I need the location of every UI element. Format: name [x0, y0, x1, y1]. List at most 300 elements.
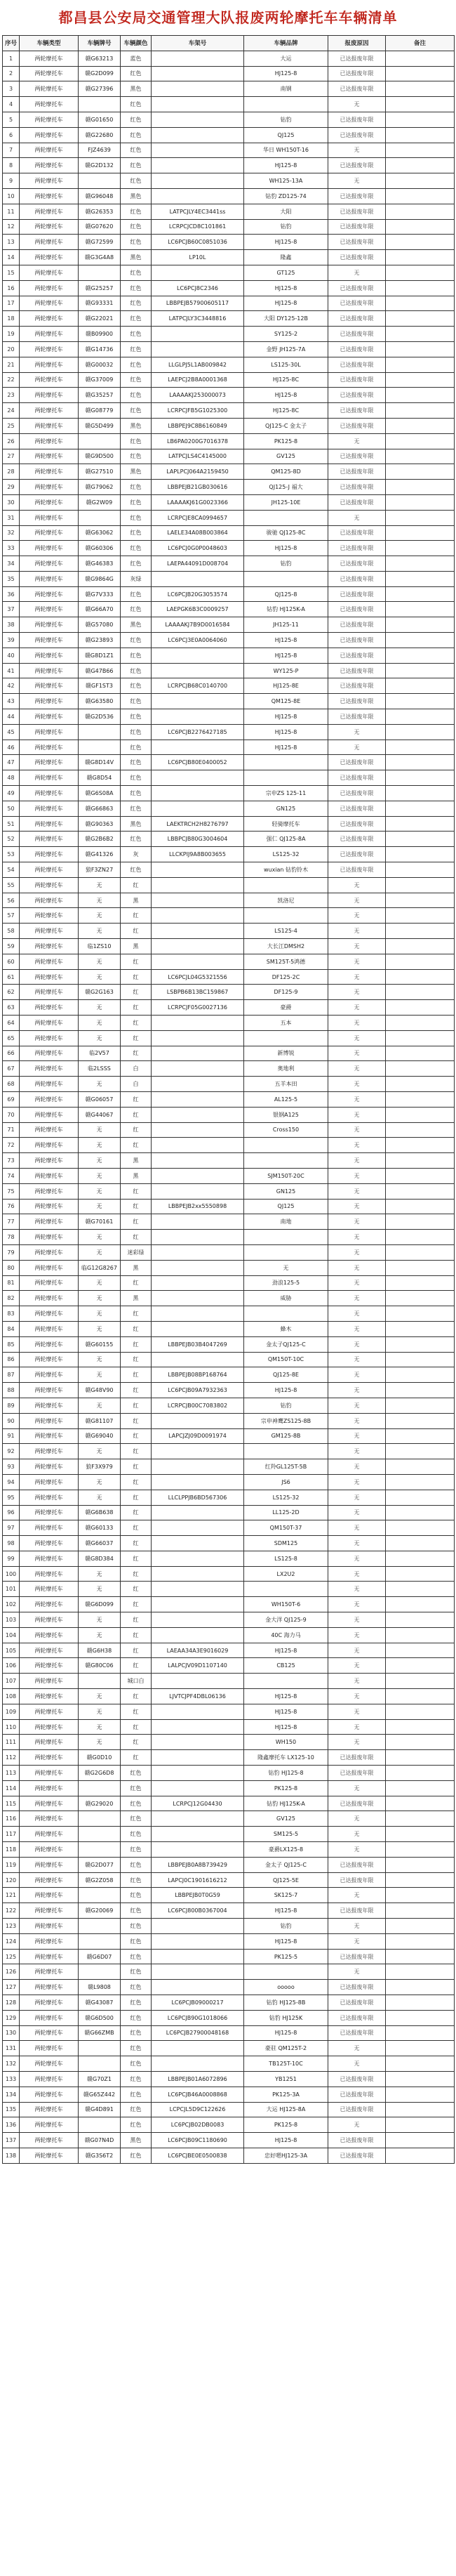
frame-number-cell — [152, 1551, 244, 1566]
vehicle-color-cell: 红色 — [121, 2148, 152, 2163]
plate-number-cell: 无 — [79, 1704, 121, 1719]
vehicle-color-cell: 黑色 — [121, 188, 152, 204]
row-number-cell: 84 — [3, 1321, 20, 1336]
scrap-reason-cell: 无 — [328, 1643, 386, 1658]
vehicle-color-cell: 红 — [121, 1321, 152, 1336]
plate-number-cell: 赣G8D14V — [79, 755, 121, 770]
plate-number-cell: 无 — [79, 1627, 121, 1643]
vehicle-type-cell: 两轮摩托车 — [20, 1643, 79, 1658]
frame-number-cell: LC6PCJB90G1018066 — [152, 2010, 244, 2025]
remark-cell — [386, 510, 455, 525]
table-row — [3, 1291, 455, 1306]
plate-number-cell: 赣G27396 — [79, 81, 121, 97]
vehicle-type-cell: 两轮摩托车 — [20, 1627, 79, 1643]
scrap-reason-cell: 无 — [328, 1719, 386, 1735]
remark-cell — [386, 1933, 455, 1949]
vehicle-brand-cell: SY125-2 — [244, 327, 328, 342]
vehicle-color-cell: 红 — [121, 1046, 152, 1061]
vehicle-type-cell: 两轮摩托车 — [20, 1260, 79, 1275]
scrap-reason-cell: 已达报废年限 — [328, 541, 386, 556]
vehicle-color-cell: 红色 — [121, 556, 152, 572]
vehicle-type-cell: 两轮摩托车 — [20, 1872, 79, 1888]
table-row — [3, 1046, 455, 1061]
row-number-cell: 55 — [3, 877, 20, 893]
vehicle-color-cell: 红 — [121, 1275, 152, 1291]
table-row — [3, 633, 455, 648]
frame-number-cell — [152, 1122, 244, 1138]
frame-number-cell: LBBPEJB2xx5550898 — [152, 1199, 244, 1214]
frame-number-cell: LC6PCJB09A7932363 — [152, 1383, 244, 1398]
table-row — [3, 112, 455, 127]
frame-number-cell — [152, 801, 244, 816]
table-row — [3, 143, 455, 158]
plate-number-cell — [79, 1964, 121, 1980]
plate-number-cell: 赣G44067 — [79, 1107, 121, 1122]
vehicle-color-cell: 红 — [121, 1000, 152, 1016]
plate-number-cell: 赣G43087 — [79, 1995, 121, 2011]
scrap-reason-cell: 无 — [328, 1000, 386, 1016]
scrap-reason-cell: 已达报废年限 — [328, 648, 386, 663]
row-number-cell: 126 — [3, 1964, 20, 1980]
vehicle-brand-cell: 蜂木 — [244, 1321, 328, 1336]
table-row — [3, 280, 455, 296]
row-number-cell: 74 — [3, 1168, 20, 1183]
plate-number-cell: 赣G90363 — [79, 816, 121, 832]
remark-cell — [386, 1842, 455, 1858]
frame-number-cell: LC6PCJBE0E0500838 — [152, 2148, 244, 2163]
remark-cell — [386, 250, 455, 265]
row-number-cell: 78 — [3, 1230, 20, 1245]
remark-cell — [386, 2056, 455, 2072]
vehicle-type-cell: 两轮摩托车 — [20, 1244, 79, 1260]
remark-cell — [386, 418, 455, 433]
vehicle-type-cell: 两轮摩托车 — [20, 1857, 79, 1872]
vehicle-brand-cell — [244, 571, 328, 586]
plate-number-cell: 赣G66863 — [79, 801, 121, 816]
vehicle-brand-cell: 奥地利 — [244, 1061, 328, 1077]
vehicle-type-cell: 两轮摩托车 — [20, 1474, 79, 1490]
vehicle-type-cell: 两轮摩托车 — [20, 770, 79, 786]
remark-cell — [386, 1505, 455, 1520]
remark-cell — [386, 832, 455, 847]
column-header: 车辆颜色 — [121, 36, 152, 51]
vehicle-type-cell: 两轮摩托车 — [20, 1980, 79, 1995]
row-number-cell: 9 — [3, 173, 20, 189]
row-number-cell: 73 — [3, 1153, 20, 1169]
vehicle-color-cell: 红色 — [121, 755, 152, 770]
row-number-cell: 46 — [3, 740, 20, 755]
plate-number-cell: 赣G60155 — [79, 1336, 121, 1352]
vehicle-type-cell: 两轮摩托车 — [20, 494, 79, 510]
vehicle-color-cell: 红色 — [121, 173, 152, 189]
vehicle-brand-cell: wuxian 钻豹铃木 — [244, 862, 328, 878]
row-number-cell: 102 — [3, 1597, 20, 1612]
frame-number-cell — [152, 97, 244, 112]
vehicle-color-cell: 红 — [121, 1138, 152, 1153]
vehicle-color-cell: 红色 — [121, 586, 152, 602]
vehicle-color-cell: 蓝色 — [121, 51, 152, 66]
table-row — [3, 464, 455, 480]
remark-cell — [386, 1949, 455, 1964]
frame-number-cell — [152, 127, 244, 143]
vehicle-type-cell: 两轮摩托车 — [20, 280, 79, 296]
vehicle-brand-cell: PK125-5 — [244, 1949, 328, 1964]
vehicle-type-cell: 两轮摩托车 — [20, 1230, 79, 1245]
vehicle-color-cell: 红 — [121, 908, 152, 924]
frame-number-cell: LC6PCJ0G0P0048603 — [152, 541, 244, 556]
plate-number-cell: 赣G93331 — [79, 296, 121, 311]
row-number-cell: 124 — [3, 1933, 20, 1949]
vehicle-brand-cell: QJ125 — [244, 1199, 328, 1214]
vehicle-type-cell: 两轮摩托车 — [20, 740, 79, 755]
vehicle-brand-cell: HJ125-8 — [244, 1643, 328, 1658]
remark-cell — [386, 112, 455, 127]
row-number-cell: 23 — [3, 388, 20, 403]
vehicle-type-cell: 两轮摩托车 — [20, 1459, 79, 1475]
vehicle-brand-cell: PK125-3A — [244, 2087, 328, 2102]
vehicle-type-cell: 两轮摩托车 — [20, 954, 79, 969]
vehicle-color-cell: 红色 — [121, 2025, 152, 2041]
plate-number-cell — [79, 1827, 121, 1842]
table-row — [3, 571, 455, 586]
vehicle-color-cell: 红 — [121, 1367, 152, 1383]
vehicle-type-cell: 两轮摩托车 — [20, 2010, 79, 2025]
frame-number-cell — [152, 954, 244, 969]
table-row — [3, 204, 455, 219]
table-row — [3, 663, 455, 678]
scrap-reason-cell: 无 — [328, 1383, 386, 1398]
table-row — [3, 1352, 455, 1367]
plate-number-cell — [79, 433, 121, 449]
column-header: 车辆品牌 — [244, 36, 328, 51]
table-row — [3, 1658, 455, 1674]
remark-cell — [386, 1796, 455, 1811]
vehicle-type-cell: 两轮摩托车 — [20, 1933, 79, 1949]
remark-cell — [386, 1199, 455, 1214]
plate-number-cell: 赣G08779 — [79, 403, 121, 419]
scrap-reason-cell: 已达报废年限 — [328, 1872, 386, 1888]
plate-number-cell: 赣G80C06 — [79, 1658, 121, 1674]
vehicle-type-cell: 两轮摩托车 — [20, 709, 79, 725]
plate-number-cell: 赣G70Z1 — [79, 2071, 121, 2087]
remark-cell — [386, 1138, 455, 1153]
row-number-cell: 125 — [3, 1949, 20, 1964]
frame-number-cell — [152, 908, 244, 924]
scrap-reason-cell: 无 — [328, 1505, 386, 1520]
row-number-cell: 2 — [3, 66, 20, 81]
scrap-reason-cell: 已达报废年限 — [328, 694, 386, 709]
frame-number-cell — [152, 1244, 244, 1260]
remark-cell — [386, 143, 455, 158]
frame-number-cell — [152, 1168, 244, 1183]
scrap-reason-cell: 已达报废年限 — [328, 2148, 386, 2163]
scrap-reason-cell: 无 — [328, 1933, 386, 1949]
vehicle-color-cell: 红 — [121, 1428, 152, 1444]
remark-cell — [386, 341, 455, 357]
table-row — [3, 893, 455, 908]
remark-cell — [386, 1046, 455, 1061]
frame-number-cell: LCRPCJFB5G1025300 — [152, 403, 244, 419]
frame-number-cell — [152, 1780, 244, 1796]
frame-number-cell: LC6PCJB09000217 — [152, 1995, 244, 2011]
plate-number-cell: 赣G8D1Z1 — [79, 648, 121, 663]
plate-number-cell: 无 — [79, 1566, 121, 1582]
remark-cell — [386, 1444, 455, 1459]
scrap-reason-cell: 已达报废年限 — [328, 81, 386, 97]
row-number-cell: 113 — [3, 1766, 20, 1781]
vehicle-brand-cell: 豪爵LX125-8 — [244, 1842, 328, 1858]
vehicle-type-cell: 两轮摩托车 — [20, 173, 79, 189]
vehicle-brand-cell: 隆鑫摩托车 LX125-10 — [244, 1750, 328, 1766]
remark-cell — [386, 724, 455, 740]
vehicle-type-cell: 两轮摩托车 — [20, 112, 79, 127]
vehicle-color-cell: 红 — [121, 1336, 152, 1352]
remark-cell — [386, 1964, 455, 1980]
vehicle-type-cell: 两轮摩托车 — [20, 2056, 79, 2072]
vehicle-type-cell: 两轮摩托车 — [20, 893, 79, 908]
vehicle-type-cell: 两轮摩托车 — [20, 2102, 79, 2117]
vehicle-type-cell: 两轮摩托车 — [20, 1413, 79, 1428]
table-row — [3, 1811, 455, 1827]
frame-number-cell: LC6PCJB80E0400052 — [152, 755, 244, 770]
frame-number-cell: LCPCJL5D9C122626 — [152, 2102, 244, 2117]
table-row — [3, 296, 455, 311]
scrap-reason-cell: 无 — [328, 1551, 386, 1566]
scrap-reason-cell: 已达报废年限 — [328, 449, 386, 464]
plate-number-cell: 无 — [79, 1016, 121, 1031]
vehicle-type-cell: 两轮摩托车 — [20, 663, 79, 678]
remark-cell — [386, 1872, 455, 1888]
table-row — [3, 327, 455, 342]
remark-cell — [386, 1612, 455, 1628]
frame-number-cell — [152, 1352, 244, 1367]
vehicle-type-cell: 两轮摩托车 — [20, 372, 79, 388]
scrap-reason-cell: 无 — [328, 939, 386, 954]
frame-number-cell — [152, 1214, 244, 1230]
row-number-cell: 28 — [3, 464, 20, 480]
vehicle-color-cell: 红 — [121, 1474, 152, 1490]
frame-number-cell — [152, 1061, 244, 1077]
vehicle-color-cell: 红 — [121, 1183, 152, 1199]
scrap-reason-cell: 无 — [328, 1735, 386, 1750]
column-header: 备注 — [386, 36, 455, 51]
row-number-cell: 114 — [3, 1780, 20, 1796]
row-number-cell: 57 — [3, 908, 20, 924]
frame-number-cell — [152, 1627, 244, 1643]
table-row — [3, 755, 455, 770]
table-row — [3, 1888, 455, 1903]
vehicle-color-cell: 红色 — [121, 1872, 152, 1888]
remark-cell — [386, 235, 455, 250]
table-row — [3, 617, 455, 633]
row-number-cell: 18 — [3, 311, 20, 327]
row-number-cell: 64 — [3, 1016, 20, 1031]
vehicle-brand-cell — [244, 1306, 328, 1322]
vehicle-color-cell: 红 — [121, 1582, 152, 1597]
table-row — [3, 1903, 455, 1919]
vehicle-type-cell: 两轮摩托车 — [20, 1061, 79, 1077]
vehicle-brand-cell: GV125 — [244, 449, 328, 464]
plate-number-cell: 赣G22021 — [79, 311, 121, 327]
frame-number-cell — [152, 143, 244, 158]
scrap-reason-cell: 无 — [328, 1536, 386, 1551]
remark-cell — [386, 2041, 455, 2056]
row-number-cell: 16 — [3, 280, 20, 296]
vehicle-color-cell: 红色 — [121, 2056, 152, 2072]
remark-cell — [386, 1474, 455, 1490]
scrap-reason-cell: 无 — [328, 2041, 386, 2056]
vehicle-brand-cell: 钻豹 HJ125K — [244, 2010, 328, 2025]
vehicle-color-cell: 红色 — [121, 2117, 152, 2133]
vehicle-color-cell: 红色 — [121, 1964, 152, 1980]
plate-number-cell: 无 — [79, 1474, 121, 1490]
vehicle-color-cell: 红色 — [121, 510, 152, 525]
frame-number-cell: LC6PCJB02DB0083 — [152, 2117, 244, 2133]
table-row — [3, 1077, 455, 1092]
vehicle-brand-cell: 金太子QJ125-C — [244, 1336, 328, 1352]
vehicle-type-cell: 两轮摩托车 — [20, 1520, 79, 1536]
vehicle-color-cell: 红 — [121, 1505, 152, 1520]
scrap-reason-cell: 无 — [328, 1520, 386, 1536]
vehicle-type-cell: 两轮摩托车 — [20, 403, 79, 419]
plate-number-cell: 无 — [79, 1291, 121, 1306]
vehicle-type-cell: 两轮摩托车 — [20, 1674, 79, 1689]
scrap-reason-cell: 已达报废年限 — [328, 464, 386, 480]
plate-number-cell: 赣G9D500 — [79, 449, 121, 464]
plate-number-cell — [79, 2041, 121, 2056]
vehicle-color-cell: 红色 — [121, 265, 152, 280]
vehicle-type-cell: 两轮摩托车 — [20, 388, 79, 403]
scrap-reason-cell: 无 — [328, 1183, 386, 1199]
row-number-cell: 136 — [3, 2117, 20, 2133]
table-row — [3, 1551, 455, 1566]
scrap-reason-cell: 已达报废年限 — [328, 633, 386, 648]
remark-cell — [386, 1000, 455, 1016]
vehicle-brand-cell: 宗申ZS 125-11 — [244, 786, 328, 801]
vehicle-color-cell: 红 — [121, 1551, 152, 1566]
plate-number-cell: 赣G6D07 — [79, 1949, 121, 1964]
plate-number-cell: 无 — [79, 1398, 121, 1413]
scrap-reason-cell: 无 — [328, 1275, 386, 1291]
plate-number-cell: 无 — [79, 1490, 121, 1505]
vehicle-type-cell: 两轮摩托车 — [20, 1888, 79, 1903]
vehicle-color-cell: 红色 — [121, 127, 152, 143]
row-number-cell: 111 — [3, 1735, 20, 1750]
remark-cell — [386, 1827, 455, 1842]
row-number-cell: 21 — [3, 357, 20, 372]
frame-number-cell — [152, 877, 244, 893]
remark-cell — [386, 541, 455, 556]
frame-number-cell — [152, 1183, 244, 1199]
vehicle-color-cell: 红色 — [121, 403, 152, 419]
remark-cell — [386, 1888, 455, 1903]
scrap-reason-cell: 已达报废年限 — [328, 372, 386, 388]
scrap-reason-cell: 已达报废年限 — [328, 862, 386, 878]
vehicle-type-cell: 两轮摩托车 — [20, 327, 79, 342]
table-row — [3, 81, 455, 97]
plate-number-cell: 赣G69040 — [79, 1428, 121, 1444]
frame-number-cell — [152, 1674, 244, 1689]
table-row — [3, 1153, 455, 1169]
vehicle-brand-cell — [244, 1230, 328, 1245]
vehicle-color-cell: 红色 — [121, 2102, 152, 2117]
frame-number-cell — [152, 663, 244, 678]
vehicle-brand-cell: WH125-13A — [244, 173, 328, 189]
frame-number-cell — [152, 327, 244, 342]
vehicle-brand-cell: 大阳 — [244, 204, 328, 219]
frame-number-cell — [152, 1919, 244, 1934]
scrap-reason-cell: 无 — [328, 1459, 386, 1475]
vehicle-color-cell: 红色 — [121, 449, 152, 464]
vehicle-brand-cell: 忠好嗯HJ125-3A — [244, 2148, 328, 2163]
vehicle-brand-cell: QM150T-10C — [244, 1352, 328, 1367]
vehicle-brand-cell: 南钢 — [244, 81, 328, 97]
scrap-reason-cell: 无 — [328, 1398, 386, 1413]
table-row — [3, 1183, 455, 1199]
table-row — [3, 1627, 455, 1643]
row-number-cell: 118 — [3, 1842, 20, 1858]
plate-number-cell: 赣G70161 — [79, 1214, 121, 1230]
vehicle-brand-cell: GM125-8B — [244, 1428, 328, 1444]
vehicle-brand-cell: PK125-8 — [244, 1780, 328, 1796]
vehicle-color-cell: 红 — [121, 1490, 152, 1505]
frame-number-cell: LBBPEJB08BP168764 — [152, 1367, 244, 1383]
row-number-cell: 129 — [3, 2010, 20, 2025]
frame-number-cell — [152, 1735, 244, 1750]
plate-number-cell: 无 — [79, 1582, 121, 1597]
column-header: 车架号 — [152, 36, 244, 51]
frame-number-cell — [152, 939, 244, 954]
table-row — [3, 969, 455, 985]
frame-number-cell — [152, 1046, 244, 1061]
plate-number-cell: 赣G63062 — [79, 525, 121, 541]
frame-number-cell: LC6PCJB2276427185 — [152, 724, 244, 740]
remark-cell — [386, 617, 455, 633]
vehicle-color-cell: 红色 — [121, 648, 152, 663]
vehicle-type-cell: 两轮摩托车 — [20, 1842, 79, 1858]
plate-number-cell: 赣G60306 — [79, 541, 121, 556]
remark-cell — [386, 1490, 455, 1505]
row-number-cell: 62 — [3, 985, 20, 1000]
vehicle-brand-cell: 凯洛尼 — [244, 893, 328, 908]
remark-cell — [386, 1627, 455, 1643]
vehicle-type-cell: 两轮摩托车 — [20, 1582, 79, 1597]
row-number-cell: 15 — [3, 265, 20, 280]
vehicle-brand-cell: YB1251 — [244, 2071, 328, 2087]
frame-number-cell — [152, 112, 244, 127]
remark-cell — [386, 1735, 455, 1750]
vehicle-brand-cell: 钻豹 — [244, 219, 328, 235]
plate-number-cell: 赣G8D384 — [79, 1551, 121, 1566]
table-row — [3, 1536, 455, 1551]
remark-cell — [386, 158, 455, 173]
vehicle-type-cell: 两轮摩托车 — [20, 2041, 79, 2056]
vehicle-brand-cell: DF125-2C — [244, 969, 328, 985]
plate-number-cell — [79, 2056, 121, 2072]
table-row — [3, 1949, 455, 1964]
vehicle-type-cell: 两轮摩托车 — [20, 1689, 79, 1704]
remark-cell — [386, 1674, 455, 1689]
remark-cell — [386, 1214, 455, 1230]
vehicle-color-cell: 红 — [121, 1459, 152, 1475]
vehicle-color-cell: 红色 — [121, 1903, 152, 1919]
vehicle-type-cell: 两轮摩托车 — [20, 1827, 79, 1842]
frame-number-cell — [152, 173, 244, 189]
table-row — [3, 541, 455, 556]
row-number-cell: 132 — [3, 2056, 20, 2072]
vehicle-brand-cell — [244, 1030, 328, 1046]
vehicle-color-cell: 红色 — [121, 311, 152, 327]
